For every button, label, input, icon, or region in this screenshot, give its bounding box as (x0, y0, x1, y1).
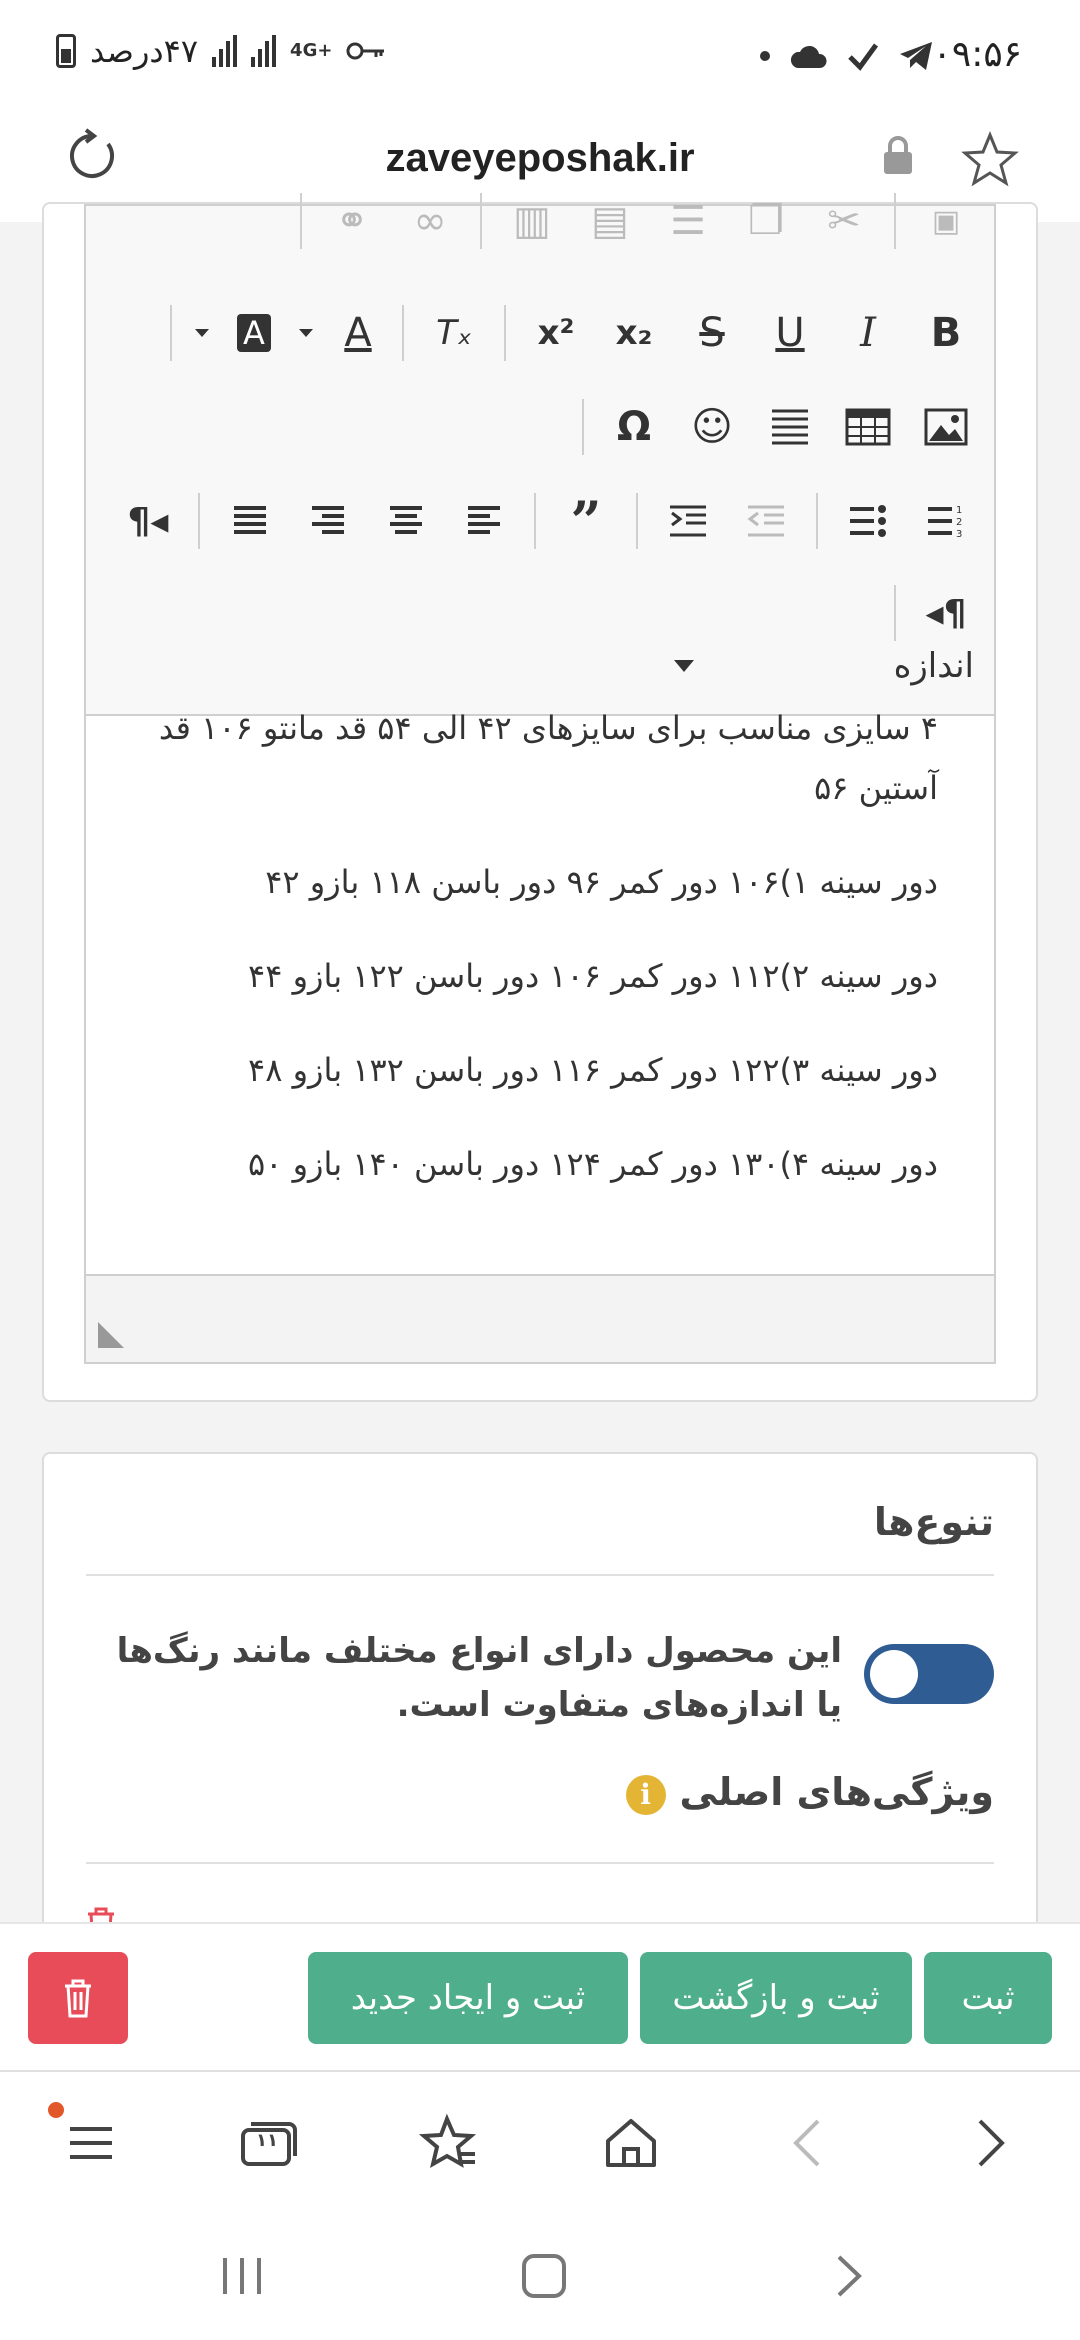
bookmark-star-icon[interactable] (960, 130, 1020, 190)
toolbar-row-3 (120, 486, 974, 556)
save-button[interactable]: ثبت (924, 1952, 1052, 2044)
editor-content[interactable] (86, 709, 994, 1276)
recents-icon (219, 2256, 265, 2296)
toolbar-separator (816, 493, 818, 549)
forward-button[interactable] (956, 2108, 1026, 2178)
toolbar-separator (894, 193, 896, 249)
content-line: آستین ۵۶ (814, 769, 938, 807)
content-line: دور سینه ۳)۱۲۲ دور کمر ۱۱۶ دور باسن ۱۳۲ بازو ۴۸ (248, 1051, 938, 1089)
numbered-list-icon[interactable] (918, 493, 974, 549)
resize-handle-icon[interactable] (98, 1322, 124, 1348)
background-color-icon[interactable]: A (232, 305, 276, 361)
editor-footer (86, 1274, 994, 1362)
menu-button[interactable] (56, 2108, 126, 2178)
notification-dot (48, 2102, 64, 2118)
align-left-icon[interactable] (456, 493, 512, 549)
dot-icon (760, 51, 770, 61)
source-icon[interactable]: ▣ (931, 203, 961, 239)
svg-text:1: 1 (956, 505, 963, 516)
status-bar (0, 0, 1080, 110)
variants-card (42, 1452, 1038, 1972)
home-system-button[interactable] (514, 2246, 574, 2306)
form-action-bar (0, 1922, 1080, 2070)
telegram-icon (898, 40, 934, 72)
subscript-icon[interactable]: x₂ (615, 313, 653, 353)
image-icon[interactable] (918, 399, 974, 455)
content-line: دور سینه ۲)۱۱۲ دور کمر ۱۰۶ دور باسن ۱۲۲ بازو ۴۴ (248, 957, 938, 995)
save-and-back-button[interactable]: ثبت و بازگشت (640, 1952, 912, 2044)
ltr-direction-icon[interactable]: ¶ ◂ (127, 500, 169, 542)
emoji-icon[interactable]: ☺ (691, 404, 733, 450)
toolbar-separator (636, 493, 638, 549)
unlink-icon[interactable]: ⚭ (335, 198, 369, 244)
toolbar-separator (480, 193, 482, 249)
font-size-select[interactable] (674, 636, 974, 696)
status-right-icons (760, 34, 934, 78)
rtl-paragraph-symbol: ¶ (943, 592, 967, 634)
content-line: دور سینه ۴)۱۳۰ دور کمر ۱۲۴ دور باسن ۱۴۰ بازو ۵۰ (248, 1145, 938, 1183)
horizontal-line-icon[interactable] (762, 399, 818, 455)
superscript-icon[interactable]: x² (537, 313, 575, 353)
main-features-heading (626, 1770, 994, 1815)
lock-icon[interactable] (880, 136, 916, 176)
align-center-icon[interactable] (378, 493, 434, 549)
delete-button[interactable] (28, 1952, 128, 2044)
battery-icon (56, 34, 76, 68)
content-line: دور سینه ۱)۱۰۶ دور کمر ۹۶ دور باسن ۱۱۸ بازو ۴۲ (265, 863, 938, 901)
signal-icon-2 (251, 35, 276, 67)
ltr-paragraph-symbol: ¶ (127, 500, 151, 542)
tabs-button[interactable] (234, 2108, 304, 2178)
toolbar-separator (198, 493, 200, 549)
chevron-left-icon (792, 2117, 822, 2169)
home-button[interactable] (596, 2108, 666, 2178)
toolbar-separator (582, 399, 584, 455)
chevron-down-icon (674, 660, 694, 672)
battery-text: ۴۷درصد (90, 32, 199, 70)
special-char-icon[interactable]: Ω (616, 404, 651, 450)
justify-icon[interactable] (222, 493, 278, 549)
copy-icon[interactable]: ❐ (748, 198, 784, 244)
network-type: 4G+ (290, 40, 333, 61)
status-time: ۰۹:۵۶ (932, 34, 1022, 75)
bulleted-list-icon[interactable] (840, 493, 896, 549)
svg-text:2: 2 (956, 517, 963, 528)
toolbar-separator (402, 305, 404, 361)
toggle-knob (870, 1650, 918, 1698)
toolbar-row-2 (582, 392, 974, 462)
trash-icon (61, 1978, 95, 2018)
bold-icon[interactable]: B (930, 310, 962, 356)
indent-icon[interactable] (660, 493, 716, 549)
toolbar-separator (894, 585, 896, 641)
italic-icon[interactable]: I (860, 310, 876, 356)
toolbar-row-1 (170, 298, 974, 368)
text-color-icon[interactable]: A (344, 310, 372, 356)
hamburger-icon (68, 2123, 114, 2163)
recent-apps-button[interactable] (212, 2246, 272, 2306)
link-icon[interactable]: ∞ (413, 198, 447, 244)
chevron-right-icon (976, 2117, 1006, 2169)
align-right-icon[interactable] (300, 493, 356, 549)
save-and-new-button[interactable]: ثبت و ایجاد جدید (308, 1952, 628, 2044)
paste-text-icon[interactable]: ☰ (670, 198, 706, 244)
back-button[interactable] (772, 2108, 842, 2178)
divider (86, 1862, 994, 1864)
toolbar-row-0 (300, 186, 974, 256)
info-icon[interactable]: i (626, 1775, 666, 1815)
rich-text-editor (84, 198, 996, 1364)
home-icon (604, 2117, 658, 2169)
toolbar-separator (170, 305, 172, 361)
tabs-count: ۱۱ (256, 2130, 278, 2151)
back-system-button[interactable] (820, 2246, 880, 2306)
bookmarks-star-icon (421, 2116, 477, 2170)
main-features-title: ویژگی‌های اصلی (679, 1770, 994, 1814)
outdent-icon[interactable] (738, 493, 794, 549)
background-color-dropdown-icon[interactable] (194, 305, 210, 361)
rtl-direction-icon[interactable]: ◂ ¶ (925, 592, 967, 634)
strikethrough-icon[interactable]: S (699, 310, 725, 356)
paste-word-icon[interactable]: ▤ (591, 198, 629, 244)
page-content (0, 198, 1080, 1922)
toolbar-separator (504, 305, 506, 361)
editor-toolbar (86, 198, 994, 716)
check-icon (846, 41, 880, 71)
divider (86, 1574, 994, 1576)
cloud-icon (788, 42, 828, 70)
browser-nav (0, 2070, 1080, 2210)
description-card (42, 198, 1038, 1402)
blockquote-icon[interactable]: ” (570, 489, 602, 553)
cut-icon[interactable]: ✂ (827, 198, 861, 244)
variants-toggle[interactable] (864, 1644, 994, 1704)
underline-icon[interactable]: U (775, 310, 805, 356)
font-size-label: اندازه (893, 646, 974, 686)
bookmarks-button[interactable] (414, 2108, 484, 2178)
svg-text:3: 3 (956, 529, 963, 540)
content-line: ۴ سایزی مناسب برای سایزهای ۴۲ الی ۵۴ قد مانتو ۱۰۶ قد (158, 709, 938, 747)
table-icon[interactable] (840, 399, 896, 455)
system-nav (0, 2210, 1080, 2340)
text-color-dropdown-icon[interactable] (298, 305, 314, 361)
site-title[interactable]: zaveyeposhak.ir (385, 136, 695, 180)
status-left (56, 32, 386, 70)
key-icon (346, 39, 386, 63)
toolbar-separator (300, 193, 302, 249)
signal-icon (212, 35, 237, 67)
remove-format-icon[interactable]: Tₓ (436, 313, 472, 353)
variants-title: تنوع‌ها (873, 1500, 994, 1544)
home-square-icon (521, 2253, 567, 2299)
template-icon[interactable]: ▥ (513, 198, 551, 244)
toolbar-separator (534, 493, 536, 549)
variants-toggle-label: این محصول دارای انواع مختلف مانند رنگ‌ها یا اندازه‌های متفاوت است. (116, 1631, 842, 1725)
back-chevron-icon (835, 2253, 865, 2299)
